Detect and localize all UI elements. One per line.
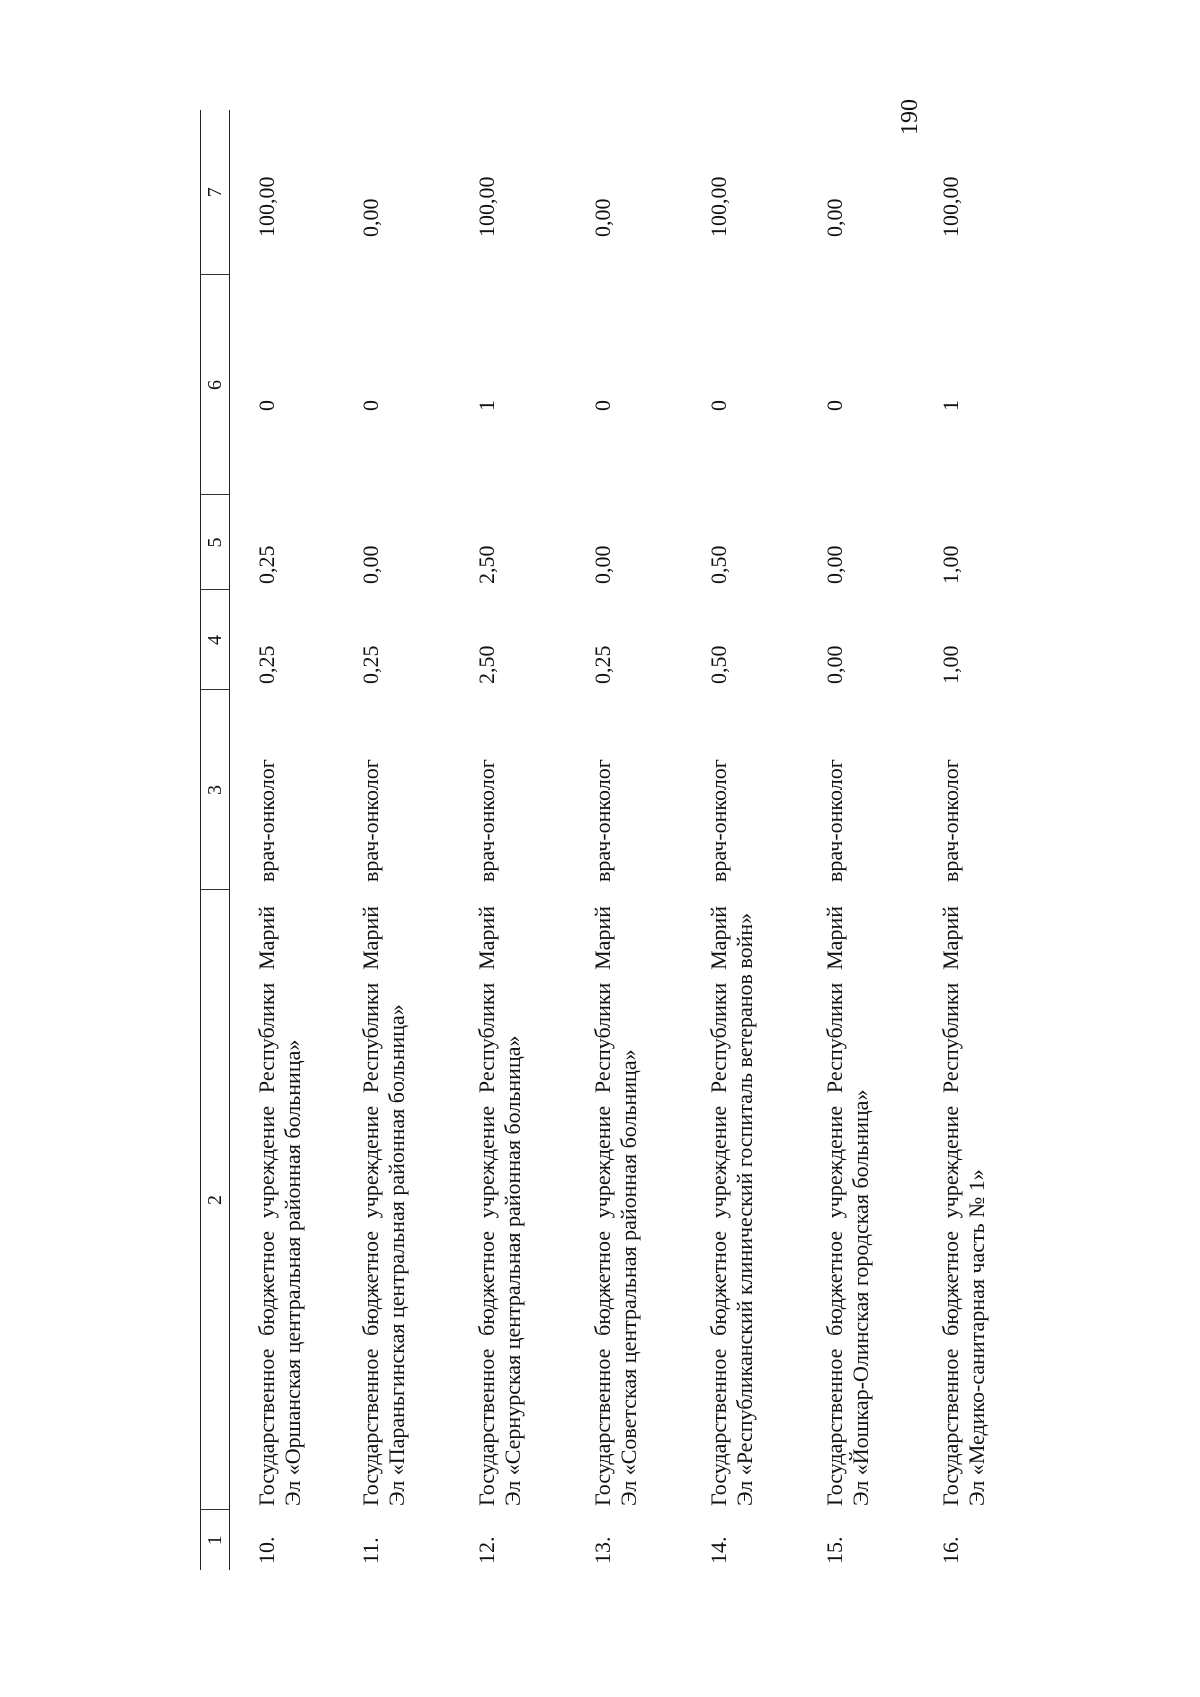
value-col-6: 0 (706, 400, 731, 411)
value-col-5: 1,00 (938, 545, 963, 584)
value-col-4: 1,00 (938, 645, 963, 684)
value-col-4: 0,50 (706, 645, 731, 684)
table-row (590, 110, 706, 1570)
organization-name: Государственное бюджетное учреждение Республики Марий Эл «Йошкар-Олинская городская больница» (822, 906, 873, 1506)
column-header-4: 4 (201, 590, 230, 690)
value-col-4: 0,25 (590, 645, 615, 684)
value-col-7: 100,00 (706, 176, 731, 237)
value-col-5: 0,00 (590, 545, 615, 584)
position-name: врач-онколог (706, 759, 731, 882)
position-name: врач-онколог (254, 759, 279, 882)
value-col-5: 2,50 (474, 545, 499, 584)
row-number: 15. (822, 1536, 847, 1564)
organization-name: Государственное бюджетное учреждение Республики Марий Эл «Параньгинская центральная районная больница» (358, 906, 409, 1506)
value-col-5: 0,00 (358, 545, 383, 584)
value-col-5: 0,50 (706, 545, 731, 584)
column-header-5: 5 (201, 495, 230, 590)
column-header-3: 3 (201, 690, 230, 890)
column-header-6: 6 (201, 275, 230, 495)
value-col-6: 1 (938, 400, 963, 411)
row-number: 16. (938, 1536, 963, 1564)
value-col-7: 100,00 (474, 176, 499, 237)
value-col-5: 0,25 (254, 545, 279, 584)
table-row (706, 110, 822, 1570)
row-number: 13. (590, 1536, 615, 1564)
value-col-4: 0,25 (254, 645, 279, 684)
column-header-7: 7 (201, 110, 230, 275)
value-col-6: 0 (358, 400, 383, 411)
position-name: врач-онколог (590, 759, 615, 882)
rotated-table-wrapper (200, 110, 989, 1570)
organization-name: Государственное бюджетное учреждение Республики Марий Эл «Медико-санитарная часть № 1» (938, 906, 989, 1506)
value-col-5: 0,00 (822, 545, 847, 584)
value-col-7: 100,00 (254, 176, 279, 237)
value-col-7: 0,00 (358, 198, 383, 237)
value-col-7: 0,00 (590, 198, 615, 237)
table-row (938, 110, 1054, 1570)
table-row (230, 110, 359, 1570)
organization-name: Государственное бюджетное учреждение Республики Марий Эл «Сернурская центральная районная больница» (474, 906, 525, 1506)
organization-name: Государственное бюджетное учреждение Республики Марий Эл «Оршанская центральная районная больница» (254, 906, 305, 1506)
organization-name: Государственное бюджетное учреждение Республики Марий Эл «Республиканский клинический госпиталь ветеранов войн» (706, 906, 757, 1506)
column-header-2: 2 (201, 890, 230, 1510)
value-col-6: 1 (474, 400, 499, 411)
table-row (474, 110, 590, 1570)
row-number: 12. (474, 1536, 499, 1564)
column-number-header-row (201, 110, 230, 1570)
position-name: врач-онколог (822, 759, 847, 882)
staffing-table (200, 110, 1054, 1570)
position-name: врач-онколог (474, 759, 499, 882)
organization-name: Государственное бюджетное учреждение Республики Марий Эл «Советская центральная районная больница» (590, 906, 641, 1506)
value-col-6: 0 (254, 400, 279, 411)
table-row (822, 110, 938, 1570)
value-col-7: 100,00 (938, 176, 963, 237)
page-number: 190 (897, 99, 923, 135)
column-header-1: 1 (201, 1510, 230, 1570)
row-number: 10. (254, 1536, 279, 1564)
row-number: 11. (358, 1537, 383, 1564)
value-col-6: 0 (822, 400, 847, 411)
table-row (358, 110, 474, 1570)
value-col-7: 0,00 (822, 198, 847, 237)
value-col-6: 0 (590, 400, 615, 411)
position-name: врач-онколог (358, 759, 383, 882)
value-col-4: 0,25 (358, 645, 383, 684)
position-name: врач-онколог (938, 759, 963, 882)
value-col-4: 2,50 (474, 645, 499, 684)
row-number: 14. (706, 1536, 731, 1564)
value-col-4: 0,00 (822, 645, 847, 684)
